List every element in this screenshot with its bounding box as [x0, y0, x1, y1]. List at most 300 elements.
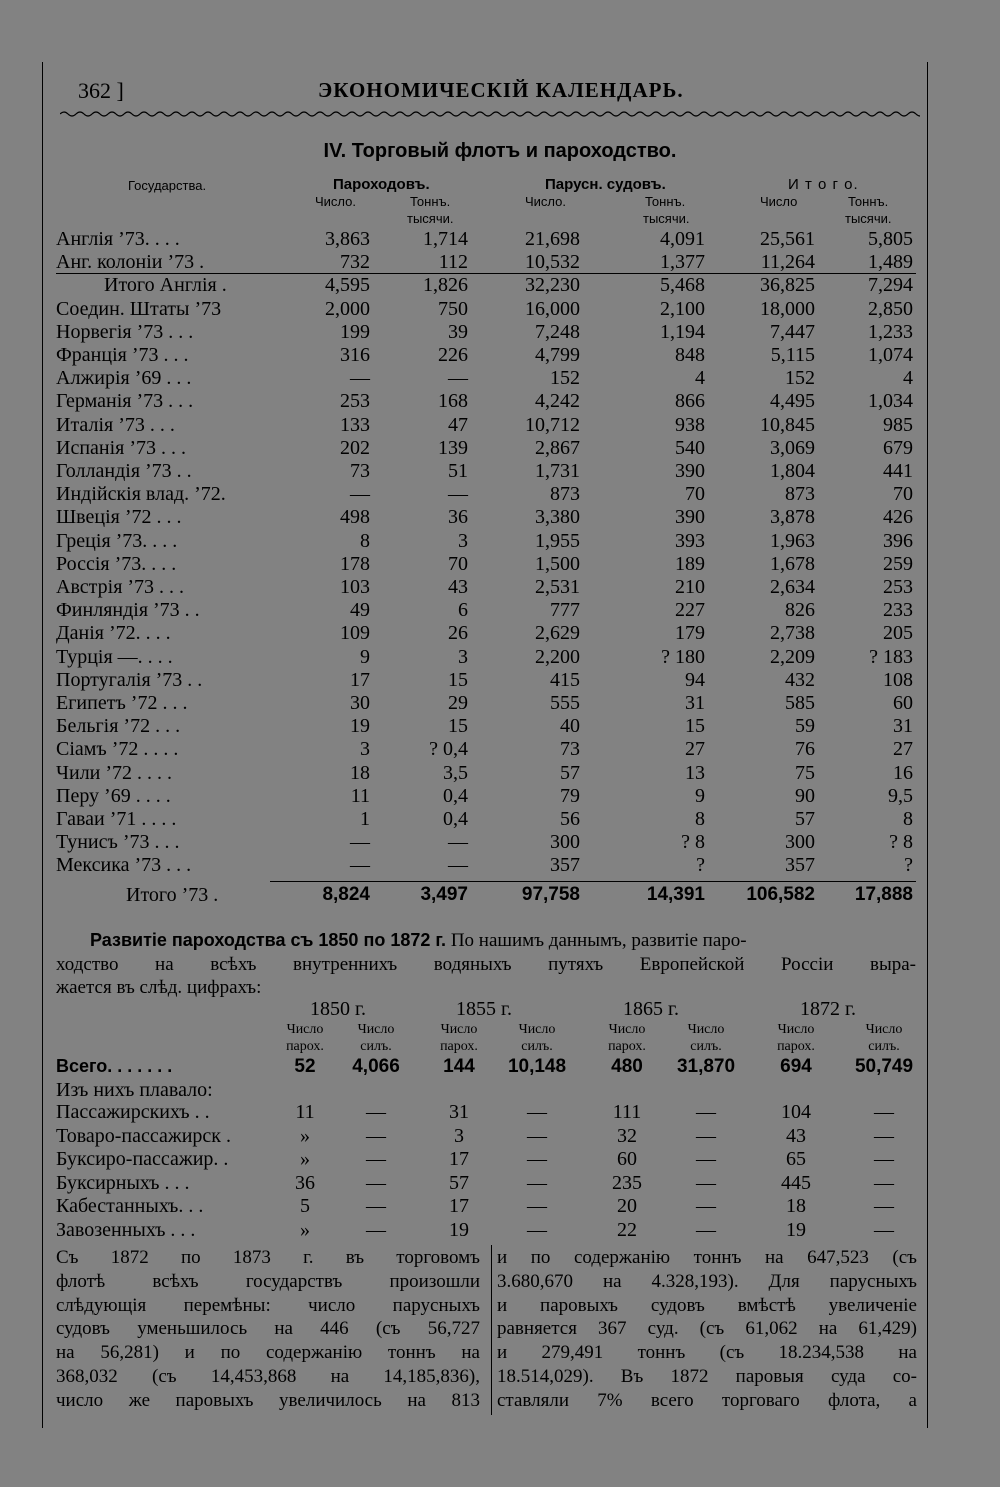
- steam-row: [56, 1101, 916, 1124]
- steam-row-value: —: [366, 1171, 386, 1194]
- cell-s-num: 178: [340, 552, 370, 575]
- cell-t-ton: 1,489: [868, 251, 913, 274]
- cell-s-ton: 3,5: [443, 761, 468, 784]
- state-name: Испанія ’73 . . .: [56, 436, 187, 459]
- steam-row-value: 60: [617, 1148, 637, 1170]
- table-row: [56, 831, 916, 854]
- steam-row-value: —: [527, 1101, 547, 1123]
- cell-t-num: 76: [795, 738, 815, 761]
- cell-s-ton: —: [448, 854, 468, 877]
- cell-s-num: 8: [360, 529, 370, 552]
- group-total-header: И т о г о.: [788, 176, 859, 193]
- sub-total-thousands: тысячи.: [845, 211, 892, 226]
- sub-sail-thousands: тысячи.: [643, 211, 690, 226]
- cell-s-ton: 15: [448, 668, 468, 691]
- table-row: [56, 506, 916, 529]
- subheader-line: парох.: [440, 1039, 478, 1054]
- cell-p-ton: 938: [675, 413, 705, 436]
- state-name: Перу ’69 . . . .: [56, 784, 171, 807]
- cell-t-num: 25,561: [760, 228, 815, 250]
- cell-s-ton: 29: [448, 692, 468, 714]
- cell-p-ton: 8: [695, 808, 705, 830]
- cell-p-num: 300: [550, 831, 580, 854]
- cell-p-ton: 390: [675, 506, 705, 529]
- steam-row-value: 31: [449, 1101, 469, 1123]
- cell-t-ton: 7,294: [868, 274, 913, 297]
- steam-row-value: 104: [781, 1101, 811, 1123]
- table-row: [56, 622, 916, 645]
- cell-p-num: 1,955: [535, 529, 580, 552]
- subheader-power: [336, 1021, 416, 1055]
- steam-row-value: 19: [449, 1218, 469, 1241]
- steam-row-name: Кабестанныхъ. . .: [56, 1195, 204, 1217]
- sub-total-tons: Тоннъ.: [848, 194, 889, 209]
- cell-p-ton: 393: [675, 529, 705, 552]
- steam-row-value: 57: [449, 1171, 469, 1194]
- cell-t-num: 1,804: [770, 460, 815, 482]
- cell-t-num: 57: [795, 808, 815, 830]
- subheader-line: Число: [357, 1022, 395, 1037]
- state-name: Алжирія ’69 . . .: [56, 367, 192, 390]
- cell-s-ton: ? 0,4: [429, 738, 468, 761]
- cell-s-ton: —: [448, 367, 468, 390]
- cell-p-ton: 540: [675, 436, 705, 459]
- cell-s-ton: —: [448, 483, 468, 506]
- table-row: [56, 553, 916, 576]
- cell-p-ton: 1,194: [660, 320, 705, 343]
- total-p-ton: 14,391: [646, 883, 705, 905]
- steam-row-value: —: [696, 1171, 716, 1194]
- cell-t-num: 2,738: [770, 622, 815, 645]
- steam-dev-line1: По нашимъ даннымъ, развитіе паро-: [450, 930, 747, 951]
- state-name: Греція ’73. . . .: [56, 529, 178, 552]
- cell-s-num: 17: [350, 668, 370, 691]
- state-name: Чили ’72 . . . .: [56, 761, 173, 784]
- subheader-steamers: [587, 1021, 667, 1055]
- steam-row: [56, 1172, 916, 1195]
- cell-t-ton: 31: [893, 715, 913, 738]
- left-text-line: Съ 1872 по 1873 г. въ торговомъ: [56, 1247, 480, 1268]
- cell-p-num: 2,200: [535, 645, 580, 668]
- right-text-line: и паровыхъ судовъ вмѣстѣ увеличеніе: [497, 1294, 917, 1316]
- steam-row-value: —: [527, 1218, 547, 1241]
- steam-row-value: 17: [449, 1195, 469, 1217]
- table-row: [56, 808, 916, 831]
- cell-s-ton: 139: [438, 436, 468, 459]
- steam-total-value: 50,749: [854, 1056, 914, 1077]
- cell-p-ton: 848: [675, 344, 705, 366]
- state-name: Гаваи ’71 . . . .: [56, 808, 177, 830]
- steam-row-value: 5: [300, 1195, 310, 1217]
- table-row: [56, 344, 916, 367]
- cell-p-ton: 390: [675, 460, 705, 482]
- cell-p-num: 2,531: [535, 576, 580, 598]
- cell-p-ton: 2,100: [660, 297, 705, 320]
- cell-t-num: 75: [795, 761, 815, 784]
- subheader-line: силъ.: [690, 1039, 722, 1054]
- steam-row-name: Товаро-пассажирск .: [56, 1124, 231, 1147]
- cell-s-ton: 1,826: [423, 274, 468, 297]
- cell-s-num: 1: [360, 808, 370, 830]
- cell-p-ton: 15: [685, 715, 705, 738]
- state-name: Мексика ’73 . . .: [56, 854, 192, 877]
- table-row: [56, 390, 916, 413]
- state-name: Россія ’73. . . .: [56, 552, 177, 575]
- group-sailing-header: Парусн. судовъ.: [545, 176, 666, 193]
- right-text-line: равняется 367 суд. (съ 61,062 на 61,429): [497, 1318, 917, 1340]
- cell-s-num: 3,863: [325, 228, 370, 250]
- steam-row-value: 65: [786, 1148, 806, 1170]
- cell-s-num: —: [350, 367, 370, 390]
- subheader-line: Число: [777, 1022, 815, 1037]
- cell-t-num: 3,069: [770, 436, 815, 459]
- cell-t-num: 873: [785, 483, 815, 506]
- cell-s-ton: 47: [448, 413, 468, 436]
- cell-t-ton: 1,074: [868, 344, 913, 366]
- subheader-line: Число: [687, 1022, 725, 1037]
- subheader-line: Число: [440, 1022, 478, 1037]
- cell-t-ton: 205: [883, 622, 913, 645]
- left-text-line: число же паровыхъ увеличилось на 813: [56, 1389, 480, 1411]
- cell-s-ton: 112: [438, 251, 468, 274]
- state-name: Италія ’73 . . .: [56, 413, 175, 436]
- cell-s-ton: 36: [448, 506, 468, 529]
- steam-row-value: —: [366, 1148, 386, 1170]
- cell-s-num: 3: [360, 738, 370, 761]
- cell-p-ton: 13: [685, 761, 705, 784]
- steam-row-name: Буксирныхъ . . .: [56, 1171, 190, 1194]
- steam-row-value: —: [696, 1101, 716, 1123]
- table-row: [56, 854, 916, 877]
- cell-p-num: 152: [550, 367, 580, 390]
- cell-t-num: 18,000: [760, 297, 815, 320]
- cell-t-num: 300: [785, 831, 815, 854]
- right-text-line: 3.680,670 на 4.328,193). Для парусныхъ: [497, 1270, 917, 1292]
- right-text-line: 18.514,029). Въ 1872 паровыя суда со-: [497, 1366, 917, 1387]
- cell-p-num: 10,532: [525, 251, 580, 274]
- table-row: [56, 669, 916, 692]
- steam-row-name: Буксиро-пассажир. .: [56, 1148, 229, 1170]
- cell-s-num: 498: [340, 506, 370, 529]
- table-row: [56, 414, 916, 437]
- table-row: [56, 483, 916, 506]
- cell-t-ton: 259: [883, 552, 913, 575]
- state-name: Германія ’73 . . .: [56, 390, 194, 413]
- steam-row-value: —: [366, 1124, 386, 1147]
- cell-p-num: 21,698: [525, 228, 580, 250]
- year-1855: 1855 г.: [456, 998, 512, 1020]
- steam-total-value: 4,066: [352, 1056, 400, 1077]
- year-1850: 1850 г.: [310, 998, 366, 1020]
- state-name: Анг. колоніи ’73 .: [56, 251, 205, 274]
- steam-total-value: 52: [294, 1056, 316, 1077]
- steam-row-value: 445: [781, 1171, 811, 1194]
- total-s-num: 8,824: [322, 883, 370, 905]
- table-row: [56, 274, 916, 297]
- steam-row: [56, 1125, 916, 1148]
- state-name: Австрія ’73 . . .: [56, 576, 185, 598]
- cell-p-num: 777: [550, 599, 580, 622]
- steam-row-value: —: [366, 1101, 386, 1123]
- state-name: Голландія ’73 . .: [56, 460, 192, 482]
- table-row: [56, 762, 916, 785]
- subheader-steamers: [265, 1021, 345, 1055]
- cell-p-ton: 227: [675, 599, 705, 622]
- steam-row-value: —: [527, 1124, 547, 1147]
- cell-p-num: 56: [560, 808, 580, 830]
- subheader-line: Число: [865, 1022, 903, 1037]
- cell-s-num: 19: [350, 715, 370, 738]
- cell-s-ton: 0,4: [443, 808, 468, 830]
- table-row: [56, 599, 916, 622]
- cell-s-ton: 226: [438, 344, 468, 366]
- cell-t-num: 2,634: [770, 576, 815, 598]
- cell-s-num: 732: [340, 251, 370, 274]
- cell-t-ton: 16: [893, 761, 913, 784]
- cell-s-num: 109: [340, 622, 370, 645]
- cell-s-ton: —: [448, 831, 468, 854]
- cell-p-ton: ? 8: [681, 831, 705, 854]
- cell-s-ton: 750: [438, 297, 468, 320]
- cell-p-num: 73: [560, 738, 580, 761]
- cell-s-ton: 3: [458, 529, 468, 552]
- cell-t-ton: 1,233: [868, 320, 913, 343]
- cell-p-ton: 189: [675, 552, 705, 575]
- cell-t-num: 7,447: [770, 320, 815, 343]
- cell-s-ton: 0,4: [443, 784, 468, 807]
- cell-p-num: 415: [550, 668, 580, 691]
- state-name: Португалія ’73 . .: [56, 668, 203, 691]
- state-name: Итого Англія .: [104, 274, 227, 297]
- total-t-ton: 17,888: [854, 883, 913, 905]
- cell-p-num: 1,731: [535, 460, 580, 482]
- cell-t-num: 3,878: [770, 506, 815, 529]
- table-row: [56, 460, 916, 483]
- cell-s-num: 73: [350, 460, 370, 482]
- steam-row-value: —: [527, 1148, 547, 1170]
- cell-p-ton: 9: [695, 784, 705, 807]
- steam-row-value: 18: [786, 1195, 806, 1217]
- steam-row-value: 32: [617, 1124, 637, 1147]
- cell-s-num: 9: [360, 645, 370, 668]
- cell-t-num: 4,495: [770, 390, 815, 413]
- total-s-ton: 3,497: [420, 883, 468, 905]
- cell-p-num: 10,712: [525, 413, 580, 436]
- table-row: [56, 367, 916, 390]
- col-states-header: Государства.: [128, 178, 207, 193]
- subheader-line: парох.: [777, 1039, 815, 1054]
- steam-row-value: 235: [612, 1171, 642, 1194]
- steam-row-value: —: [874, 1101, 894, 1123]
- steam-total-value: 31,870: [676, 1056, 736, 1077]
- cell-t-num: 1,678: [770, 552, 815, 575]
- subheader-power: [666, 1021, 746, 1055]
- cell-p-num: 2,867: [535, 436, 580, 459]
- cell-s-num: 49: [350, 599, 370, 622]
- steam-row-value: —: [366, 1218, 386, 1241]
- page-number: 362 ]: [78, 78, 124, 103]
- cell-s-ton: 3: [458, 645, 468, 668]
- sub-steam-thousands: тысячи.: [407, 211, 454, 226]
- steam-row-value: —: [527, 1195, 547, 1217]
- steam-total-value: 10,148: [507, 1056, 567, 1077]
- steam-row-value: »: [300, 1124, 310, 1147]
- cell-t-num: 59: [795, 715, 815, 738]
- cell-t-ton: 5,805: [868, 228, 913, 250]
- state-name: Норвегія ’73 . . .: [56, 320, 194, 343]
- steam-row-value: —: [696, 1148, 716, 1170]
- cell-t-ton: 441: [883, 460, 913, 482]
- steam-row-value: 17: [449, 1148, 469, 1170]
- steam-row-value: —: [696, 1124, 716, 1147]
- cell-p-ton: 1,377: [660, 251, 705, 274]
- steam-row-value: »: [300, 1218, 310, 1241]
- steam-dev-line2: ходство на всѣхъ внутреннихъ водяныхъ путяхъ Европейской Россіи выра-: [56, 954, 916, 975]
- cell-t-num: 357: [785, 854, 815, 877]
- state-name: Швеція ’72 . . .: [56, 506, 182, 529]
- steam-row-name: Завозенныхъ . . .: [56, 1218, 196, 1241]
- running-header: [78, 78, 928, 108]
- cell-p-num: 4,242: [535, 390, 580, 413]
- subheader-steamers: [419, 1021, 499, 1055]
- cell-s-num: 18: [350, 761, 370, 784]
- steam-row: [56, 1148, 916, 1171]
- steam-row-value: 20: [617, 1195, 637, 1217]
- year-1872: 1872 г.: [800, 998, 856, 1020]
- right-text-line: и по содержанію тоннъ на 647,523 (съ: [497, 1247, 917, 1268]
- cell-p-num: 57: [560, 761, 580, 784]
- table-row: [56, 715, 916, 738]
- cell-s-num: 4,595: [325, 274, 370, 297]
- cell-p-ton: 70: [685, 483, 705, 506]
- steam-row-value: —: [696, 1195, 716, 1217]
- cell-s-num: 30: [350, 692, 370, 714]
- table-row: [56, 738, 916, 761]
- steam-row-value: 36: [295, 1171, 315, 1194]
- steam-row-value: —: [874, 1124, 894, 1147]
- cell-t-num: 10,845: [760, 413, 815, 436]
- section-title: IV. Торговый флотъ и пароходство.: [323, 140, 677, 162]
- cell-t-num: 826: [785, 599, 815, 622]
- steam-total-row: [56, 1056, 916, 1079]
- left-text-line: слѣдующія перемѣны: число парусныхъ: [56, 1294, 480, 1316]
- steam-row-value: —: [874, 1171, 894, 1194]
- right-text-line: и 279,491 тоннъ (съ 18.234,538 на: [497, 1342, 917, 1364]
- state-name: Индійскія влад. ’72.: [56, 483, 226, 506]
- state-name: Франція ’73 . . .: [56, 344, 189, 366]
- cell-t-num: 152: [785, 367, 815, 390]
- cell-s-ton: 6: [458, 599, 468, 622]
- steam-total-value: 480: [611, 1056, 643, 1077]
- cell-t-num: 432: [785, 668, 815, 691]
- sub-steam-tons: Тоннъ.: [410, 194, 451, 209]
- total-label: Итого ’73 .: [126, 883, 219, 906]
- cell-p-num: 2,629: [535, 622, 580, 645]
- table-row: [56, 646, 916, 669]
- cell-t-num: 11,264: [760, 251, 815, 274]
- cell-p-num: 1,500: [535, 552, 580, 575]
- cell-s-ton: 26: [448, 622, 468, 645]
- cell-s-num: 133: [340, 413, 370, 436]
- cell-p-ton: 4,091: [660, 228, 705, 250]
- table-row: [56, 785, 916, 808]
- left-text-line: судовъ уменьшилось на 446 (съ 56,727: [56, 1318, 480, 1340]
- total-p-num: 97,758: [521, 883, 580, 905]
- total-t-num: 106,582: [746, 883, 815, 905]
- state-name: Сіамъ ’72 . . . .: [56, 738, 179, 761]
- cell-s-num: 2,000: [325, 297, 370, 320]
- cell-t-ton: 60: [893, 692, 913, 714]
- cell-s-num: —: [350, 831, 370, 854]
- cell-s-num: 316: [340, 344, 370, 366]
- cell-t-ton: 985: [883, 413, 913, 436]
- state-name: Бельгія ’72 . . .: [56, 715, 181, 738]
- subheader-line: силъ.: [360, 1039, 392, 1054]
- sub-sail-number: Число.: [525, 194, 566, 209]
- cell-t-ton: 253: [883, 576, 913, 598]
- steam-row: [56, 1219, 916, 1242]
- cell-s-num: —: [350, 483, 370, 506]
- steam-row-value: 22: [617, 1218, 637, 1241]
- steam-row-value: »: [300, 1148, 310, 1170]
- cell-p-ton: 4: [695, 367, 705, 390]
- steam-row-value: —: [874, 1218, 894, 1241]
- cell-t-ton: 679: [883, 436, 913, 459]
- steam-row-value: —: [366, 1195, 386, 1217]
- cell-t-ton: 233: [883, 599, 913, 622]
- cell-p-ton: 31: [685, 692, 705, 714]
- cell-p-ton: 210: [675, 576, 705, 598]
- subheader-line: Число: [286, 1022, 324, 1037]
- cell-p-num: 357: [550, 854, 580, 877]
- of-them-label: Изъ нихъ плавало:: [56, 1079, 213, 1101]
- cell-s-ton: 43: [448, 576, 468, 598]
- subheader-steamers: [756, 1021, 836, 1055]
- table-row-total: [56, 884, 916, 907]
- state-name: Египетъ ’72 . . .: [56, 692, 188, 714]
- sub-total-number: Число: [760, 194, 798, 209]
- cell-p-num: 32,230: [525, 274, 580, 297]
- cell-t-num: 36,825: [760, 274, 815, 297]
- steam-row: [56, 1195, 916, 1218]
- left-text-line: флотѣ всѣхъ государствъ произошли: [56, 1270, 480, 1292]
- cell-s-ton: 39: [448, 320, 468, 343]
- table-row: [56, 692, 916, 715]
- cell-t-num: 2,209: [770, 645, 815, 668]
- cell-t-ton: 426: [883, 506, 913, 529]
- cell-s-num: 103: [340, 576, 370, 598]
- cell-s-ton: 70: [448, 552, 468, 575]
- cell-t-num: 585: [785, 692, 815, 714]
- sub-sail-tons: Тоннъ.: [645, 194, 686, 209]
- state-name: Турція —. . . .: [56, 645, 173, 668]
- steam-row-value: 11: [295, 1101, 315, 1123]
- left-text-line: на 56,281) и по содержанію тоннъ на: [56, 1342, 480, 1364]
- cell-t-ton: 27: [893, 738, 913, 761]
- cell-p-num: 79: [560, 784, 580, 807]
- state-name: Соедин. Штаты ’73: [56, 297, 222, 320]
- cell-p-num: 16,000: [525, 297, 580, 320]
- steam-row-value: 3: [454, 1124, 464, 1147]
- subheader-line: силъ.: [868, 1039, 900, 1054]
- table-row: [56, 228, 916, 251]
- state-name: Данія ’72. . . .: [56, 622, 171, 645]
- state-name: Финляндія ’73 . .: [56, 599, 200, 622]
- subheader-line: Число: [518, 1022, 556, 1037]
- steam-row-value: —: [874, 1195, 894, 1217]
- cell-p-num: 40: [560, 715, 580, 738]
- subheader-line: парох.: [286, 1039, 324, 1054]
